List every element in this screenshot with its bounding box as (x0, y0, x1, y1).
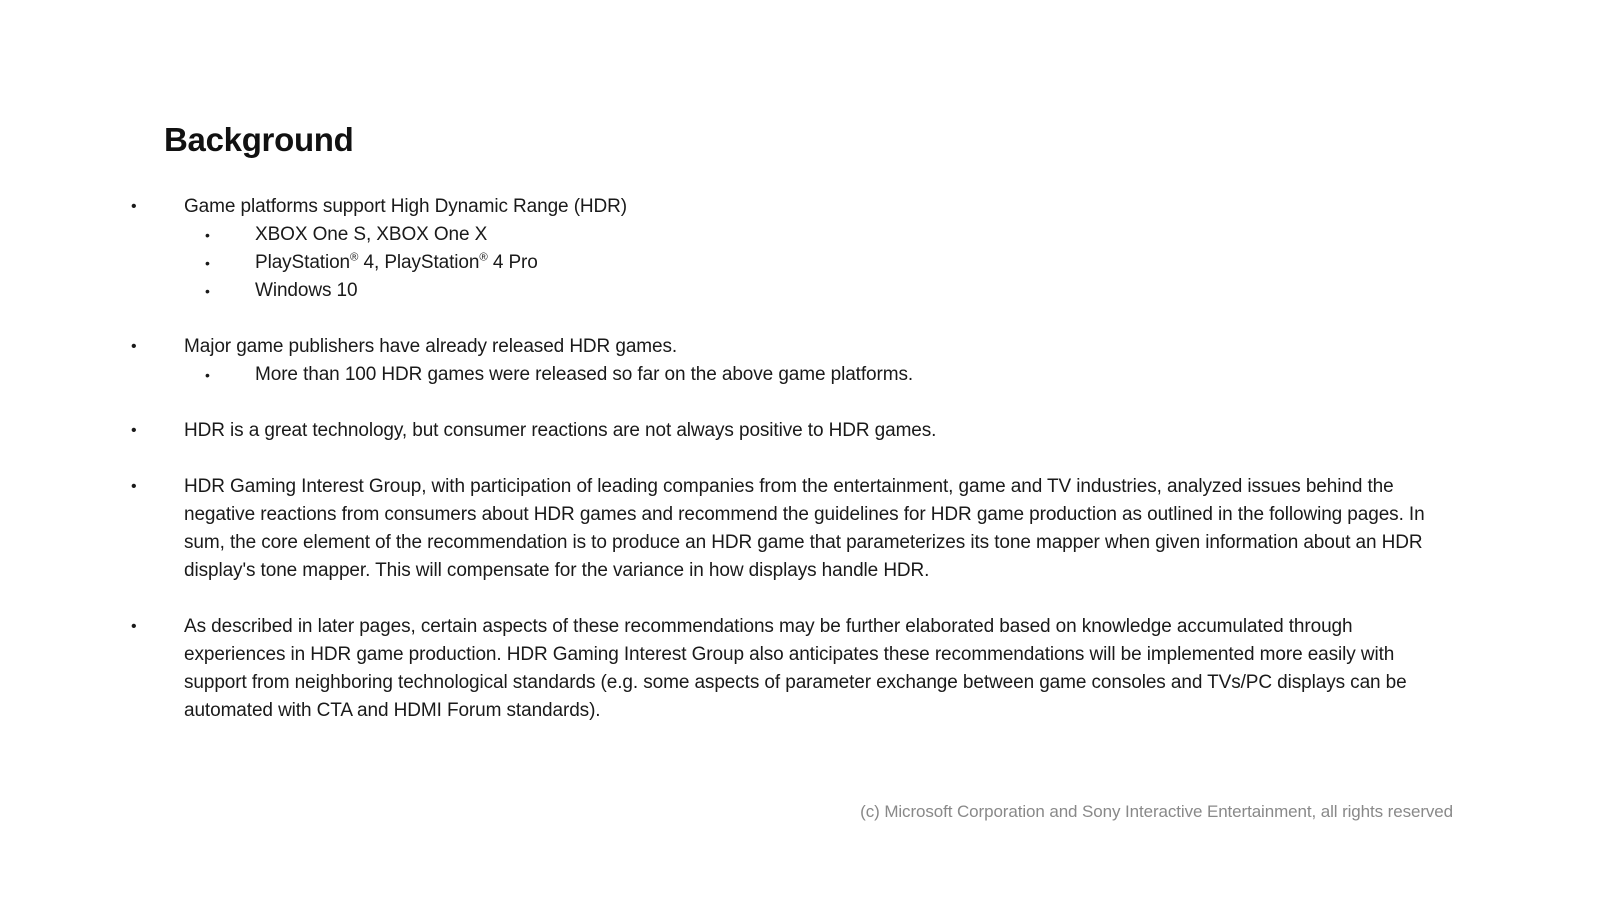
bullet-text: As described in later pages, certain aspects of these recommendations may be further elaborated based on knowledge accumulated through experiences in HDR game production. HDR Gaming Interest Group also anticipates these recommendations will be implemented more easily with support from neighboring technological standards (e.g. some aspects of parameter exchange between game consoles and TVs/PC displays can be automated with CTA and HDMI Forum standards). (184, 616, 1407, 721)
bullet-item (131, 417, 1441, 445)
sub-bullet-marker: • (205, 283, 210, 299)
bullet-group (131, 417, 1441, 445)
sub-item (205, 277, 1441, 305)
bullet-group (131, 333, 1441, 389)
sub-bullet-text: More than 100 HDR games were released so far on the above game platforms. (255, 364, 914, 385)
sub-bullet-text: PlayStation® 4, PlayStation® 4 Pro (255, 251, 538, 273)
sub-item (205, 361, 1441, 389)
bullet-item (131, 473, 1441, 585)
bullet-group (131, 193, 1441, 305)
bullet-item (131, 333, 1441, 361)
bullet-marker: • (131, 198, 137, 215)
bullet-marker: • (131, 618, 137, 635)
sub-item (205, 221, 1441, 249)
bullet-group (131, 613, 1441, 725)
bullet-text: HDR Gaming Interest Group, with participation of leading companies from the entertainment, game and TV industries, analyzed issues behind the negative reactions from consumers about HDR games and recommend the guidelines for HDR game production as outlined in the following pages. In sum, the core element of the recommendation is to produce an HDR game that parameterizes its tone mapper when given information about an HDR display's tone mapper. This will compensate for the variance in how displays handle HDR. (184, 476, 1425, 581)
registered-trademark: ® (479, 251, 488, 264)
sub-bullet-text: XBOX One S, XBOX One X (255, 224, 488, 245)
bullet-marker: • (131, 338, 137, 355)
sub-bullet-marker: • (205, 255, 210, 271)
bullet-item (131, 613, 1441, 725)
bullet-marker: • (131, 478, 137, 495)
bullet-text: Game platforms support High Dynamic Range (HDR) (184, 196, 628, 217)
bullet-group (131, 473, 1441, 585)
bullet-text: HDR is a great technology, but consumer reactions are not always positive to HDR games. (184, 420, 937, 441)
bullet-marker: • (131, 422, 137, 439)
copyright-footer: (c) Microsoft Corporation and Sony Interactive Entertainment, all rights reserved (860, 802, 1453, 821)
bullet-item (131, 193, 1441, 221)
bullet-text: Major game publishers have already released HDR games. (184, 336, 678, 357)
registered-trademark: ® (350, 251, 359, 264)
sub-bullet-marker: • (205, 367, 210, 383)
sub-bullet-marker: • (205, 227, 210, 243)
bullet-list (131, 193, 1441, 753)
slide-title: Background (164, 121, 354, 158)
sub-bullet-text: Windows 10 (255, 280, 358, 301)
sub-item (205, 249, 1441, 277)
